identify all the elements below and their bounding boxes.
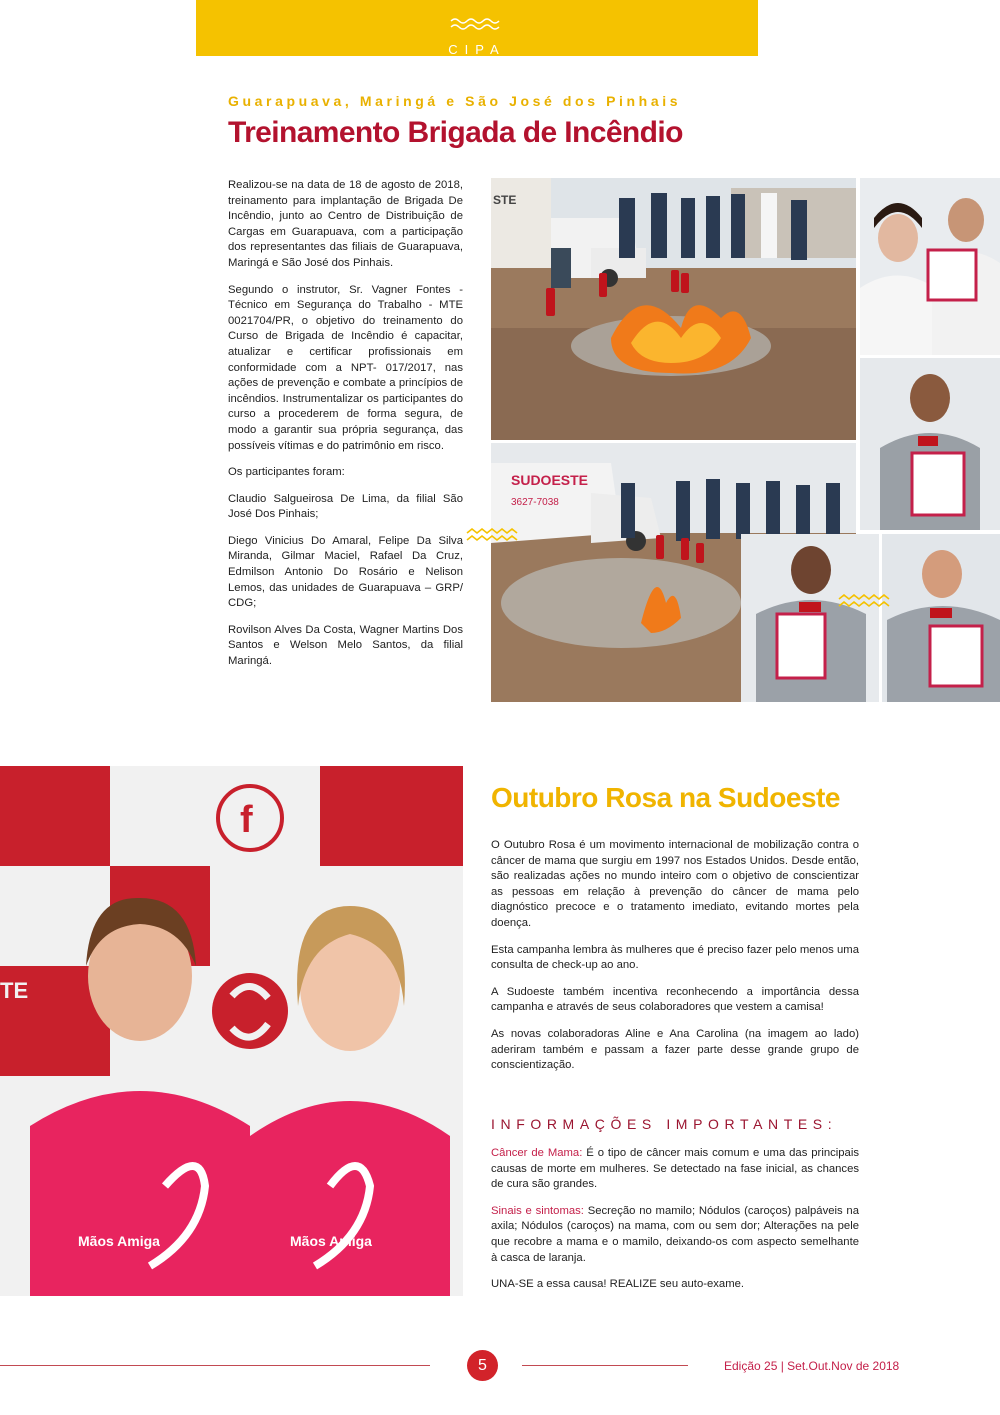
top-banner (196, 0, 758, 56)
article1-paragraph: Segundo o instrutor, Sr. Vagner Fontes - Técnico em Segurança do Trabalho - MTE 0021704/PR, o objetivo do treinamento do Curso de Brigada de Incêndio é capacitar, atualizar e certificar profissionais em conformidade com a NPT- 017/2017, nas ações de prevenção e combate a princípios de incêndios. Instrumentalizar os participantes do curso a procederem de forma segura, de modo a garantir sua própria segurança, das possíveis vítimas e do patrimônio em risco. (228, 283, 463, 452)
article1-kicker: Guarapuava, Maringá e São José dos Pinhais (228, 93, 682, 109)
shirt-right-text: Mãos Amiga (290, 1233, 372, 1249)
certificate-photo-2 (860, 358, 1000, 530)
van-phone-text: 3627-7038 (511, 497, 559, 508)
facebook-icon: f (240, 799, 253, 841)
fire-training-photo-1 (491, 178, 856, 440)
shirt-left-text: Mãos Amiga (78, 1233, 160, 1249)
article2-paragraph: As novas colaboradoras Aline e Ana Carolina (na imagem ao lado) aderiram também e passam a fazer parte desse grande grupo de conscientização. (491, 1027, 859, 1072)
article2-title: Outubro Rosa na Sudoeste (491, 782, 840, 813)
article1-paragraph: Os participantes foram: (228, 466, 345, 479)
article2-paragraph: O Outubro Rosa é um movimento internacional de mobilização contra o câncer de mama que surgiu em 1997 nos Estados Unidos. Desde então, são realizadas ações no mundo inteiro com o objetivo de conscientizar as pessoas em relação à prevenção do câncer de mama pelo diagnóstico precoce e o tratamento imediato, evitando mortes pela doença. (491, 839, 859, 929)
article1-paragraph: Rovilson Alves Da Costa, Wagner Martins Dos Santos e Welson Melo Santos, da filial Maringá. (228, 623, 463, 668)
article1-paragraph: Realizou-se na data de 18 de agosto de 2018, treinamento para implantação de Brigada De Incêndio, junto ao Centro de Distribuição de Cargas em Guarapuava, com a participação dos representantes das filiais de Guarapuava, Maringá e São José dos Pinhais. (228, 179, 463, 269)
closing-line: UNA-SE a essa causa! REALIZE seu auto-exame. (491, 1278, 745, 1291)
info-text: É o tipo de câncer mais comum e uma das principais causas de morte em mulheres. Se detectado na fase inicial, as chances de cura são grandes. (491, 1147, 859, 1191)
certificate-photo-3 (741, 534, 879, 702)
info-item (491, 1146, 859, 1193)
info-item (491, 1204, 859, 1266)
article2-body (491, 838, 859, 1085)
info-label: Sinais e sintomas: (491, 1204, 584, 1217)
info-body (491, 1146, 859, 1304)
certificate-photo-4 (882, 534, 1000, 702)
zigzag-decoration-icon (838, 594, 894, 610)
info-text: Secreção no mamilo; Nódulos (caroços) palpáveis na axila; Nódulos (caroços) na mama, com ou sem dor; Alterações na pele que recobre a mama e o mamilo, deixando-os com aspecto semelhante à casca de laranja. (491, 1204, 859, 1264)
wave-icon (450, 16, 504, 30)
article1-paragraph: Claudio Salgueirosa De Lima, da filial São José Dos Pinhais; (228, 492, 463, 521)
zigzag-decoration-icon (466, 528, 522, 544)
page-number: 5 (467, 1350, 498, 1381)
article2-paragraph: A Sudoeste também incentiva reconhecendo a importância dessa campanha e através de seus colaboradores que vestem a camisa! (491, 985, 859, 1014)
article2-paragraph: Esta campanha lembra às mulheres que é preciso fazer pelo menos uma consulta de check-up ao ano. (491, 943, 859, 972)
article1-paragraph: Diego Vinicius Do Amaral, Felipe Da Silva Miranda, Gilmar Maciel, Rafael Da Cruz, Edmilson Antonio Do Rosário e Nelison Lemos, das unidades de Guarapuava – GRP/ CDG; (228, 534, 463, 610)
footer-rule-left (0, 1365, 430, 1366)
certificate-photo-1 (860, 178, 1000, 355)
article1-body (228, 178, 463, 681)
wall-letters-text: TE (0, 978, 29, 1003)
outubro-rosa-photo (0, 766, 463, 1296)
article1-title: Treinamento Brigada de Incêndio (228, 116, 683, 149)
info-label: Câncer de Mama: (491, 1147, 583, 1159)
edition-info: Edição 25 | Set.Out.Nov de 2018 (724, 1359, 900, 1373)
wall-sign-text: STE (493, 193, 517, 207)
info-title: INFORMAÇÕES IMPORTANTES: (491, 1116, 838, 1132)
van-brand-text: SUDOESTE (511, 472, 589, 488)
footer-rule-right (522, 1365, 688, 1366)
section-label: CIPA (448, 42, 506, 57)
